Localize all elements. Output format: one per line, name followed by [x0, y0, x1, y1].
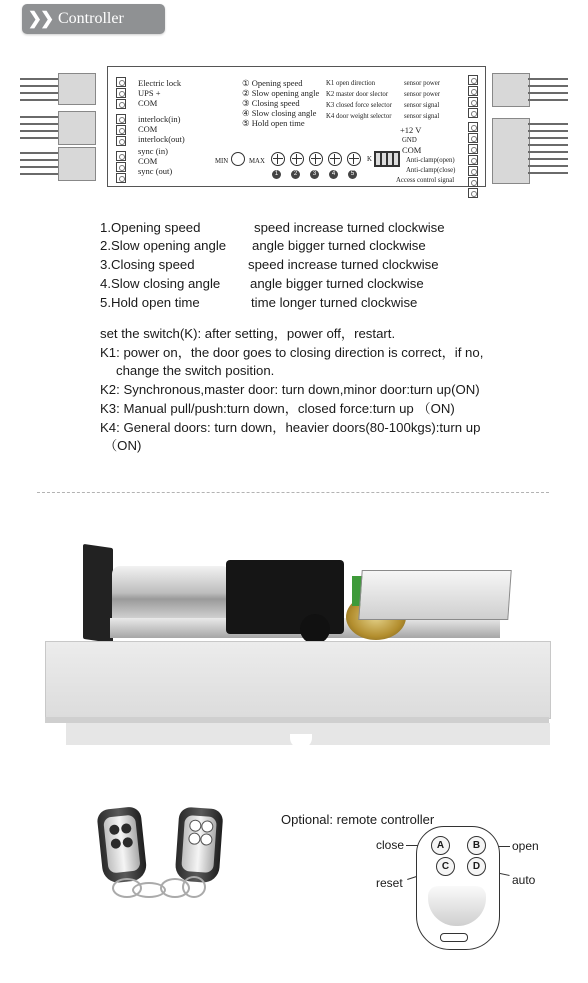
- label-sensor-power-1: sensor power: [404, 80, 441, 87]
- label-sensor-signal-2: sensor signal: [404, 113, 440, 120]
- k1-instruction: K1: power on，the door goes to closing direction is correct，if no,: [100, 345, 484, 360]
- pot-number-4: 4: [329, 170, 338, 179]
- setting-name: 1.Opening speed: [100, 220, 201, 235]
- setting-name: 3.Closing speed: [100, 257, 195, 272]
- label-interlock-out: interlock(out): [138, 134, 185, 144]
- keyring-hole: [440, 933, 468, 942]
- fn-closing-speed: ③ Closing speed: [242, 98, 300, 108]
- switch-k4: K4 door weight selector: [326, 113, 392, 120]
- label-12v: +12 V: [400, 125, 422, 135]
- k1-instruction-cont: change the switch position.: [116, 363, 275, 378]
- label-com-3: COM: [138, 156, 158, 166]
- label-com-1: COM: [138, 98, 158, 108]
- label-k: K: [367, 156, 372, 163]
- k2-instruction: K2: Synchronous,master door: turn down,minor door:turn up(ON): [100, 382, 480, 397]
- label-anti-clamp-close: Anti-clamp(close): [406, 167, 456, 174]
- fn-slow-closing-angle: ④ Slow closing angle: [242, 108, 317, 118]
- potentiometer-1: [271, 152, 285, 166]
- pot-number-2: 2: [291, 170, 300, 179]
- setting-desc: angle bigger turned clockwise: [250, 276, 424, 291]
- label-close: close: [376, 838, 405, 852]
- potentiometer-3: [309, 152, 323, 166]
- double-chevron-icon: ❯❯: [27, 9, 53, 28]
- label-com-2: COM: [138, 124, 158, 134]
- dip-switch: [374, 151, 400, 167]
- label-sync-in: sync (in): [138, 146, 168, 156]
- switch-intro: set the switch(K): after setting，power off，restart.: [100, 326, 396, 341]
- setting-desc: speed increase turned clockwise: [248, 257, 439, 272]
- potentiometer-4: [328, 152, 342, 166]
- label-sensor-power-2: sensor power: [404, 91, 441, 98]
- label-reset: reset: [376, 876, 403, 890]
- label-sync-out: sync (out): [138, 166, 173, 176]
- switch-k1: K1 open direction: [326, 80, 376, 87]
- label-interlock-in: interlock(in): [138, 114, 181, 124]
- key-ring: [182, 876, 206, 898]
- fn-hold-open-time: ⑤ Hold open time: [242, 118, 305, 128]
- cover-edge: [45, 717, 549, 723]
- label-com-right: COM: [402, 145, 422, 155]
- switch-k3: K3 closed force selector: [326, 102, 392, 109]
- motor-cylinder: [112, 566, 230, 626]
- k4-instruction: K4: General doors: turn down，heavier doors(80-100kgs):turn up: [100, 420, 481, 435]
- drive-pulley: [300, 614, 330, 644]
- label-sensor-signal-1: sensor signal: [404, 102, 440, 109]
- remote-button-d: D: [467, 857, 486, 876]
- label-anti-clamp-open: Anti-clamp(open): [406, 157, 455, 164]
- cover-notch: [290, 734, 312, 748]
- setting-name: 2.Slow opening angle: [100, 238, 227, 253]
- setting-desc: speed increase turned clockwise: [254, 220, 445, 235]
- section-header: [22, 4, 165, 34]
- terminal-block-left: [116, 77, 125, 184]
- control-unit: [358, 570, 511, 620]
- setting-name: 4.Slow closing angle: [100, 276, 221, 291]
- section-divider: [37, 492, 549, 493]
- pot-number-1: 1: [272, 170, 281, 179]
- label-auto: auto: [512, 873, 536, 887]
- label-access-control: Access control signal: [396, 177, 455, 184]
- fn-opening-speed: ① Opening speed: [242, 78, 303, 88]
- section-title: Controller: [58, 10, 124, 27]
- switch-k2: K2 master door slector: [326, 91, 389, 98]
- label-min: MIN: [215, 158, 229, 165]
- label-max: MAX: [249, 158, 265, 165]
- label-open: open: [512, 839, 539, 853]
- label-gnd: GND: [402, 137, 417, 144]
- remote-title: Optional: remote controller: [281, 812, 435, 827]
- potentiometer-2: [290, 152, 304, 166]
- housing-cover: [45, 641, 551, 719]
- remote-button-a: A: [431, 836, 450, 855]
- setting-desc: time longer turned clockwise: [251, 295, 418, 310]
- k4-instruction-cont: （ON): [104, 438, 142, 453]
- controller-board-diagram: [107, 66, 486, 187]
- rotation-dial-icon: [231, 152, 245, 166]
- label-ups: UPS +: [138, 88, 161, 98]
- k3-instruction: K3: Manual pull/push:turn down，closed force:turn up （ON): [100, 401, 455, 416]
- end-plate: [83, 544, 113, 643]
- potentiometer-5: [347, 152, 361, 166]
- terminal-block-right: [468, 75, 477, 199]
- pot-number-5: 5: [348, 170, 357, 179]
- label-electric-lock: Electric lock: [138, 78, 182, 88]
- setting-desc: angle bigger turned clockwise: [252, 238, 426, 253]
- key-fob-right: [174, 807, 223, 884]
- setting-name: 5.Hold open time: [100, 295, 200, 310]
- remote-button-b: B: [467, 836, 486, 855]
- fn-slow-opening-angle: ② Slow opening angle: [242, 88, 320, 98]
- key-fob-left: [96, 806, 147, 884]
- pot-number-3: 3: [310, 170, 319, 179]
- remote-button-c: C: [436, 857, 455, 876]
